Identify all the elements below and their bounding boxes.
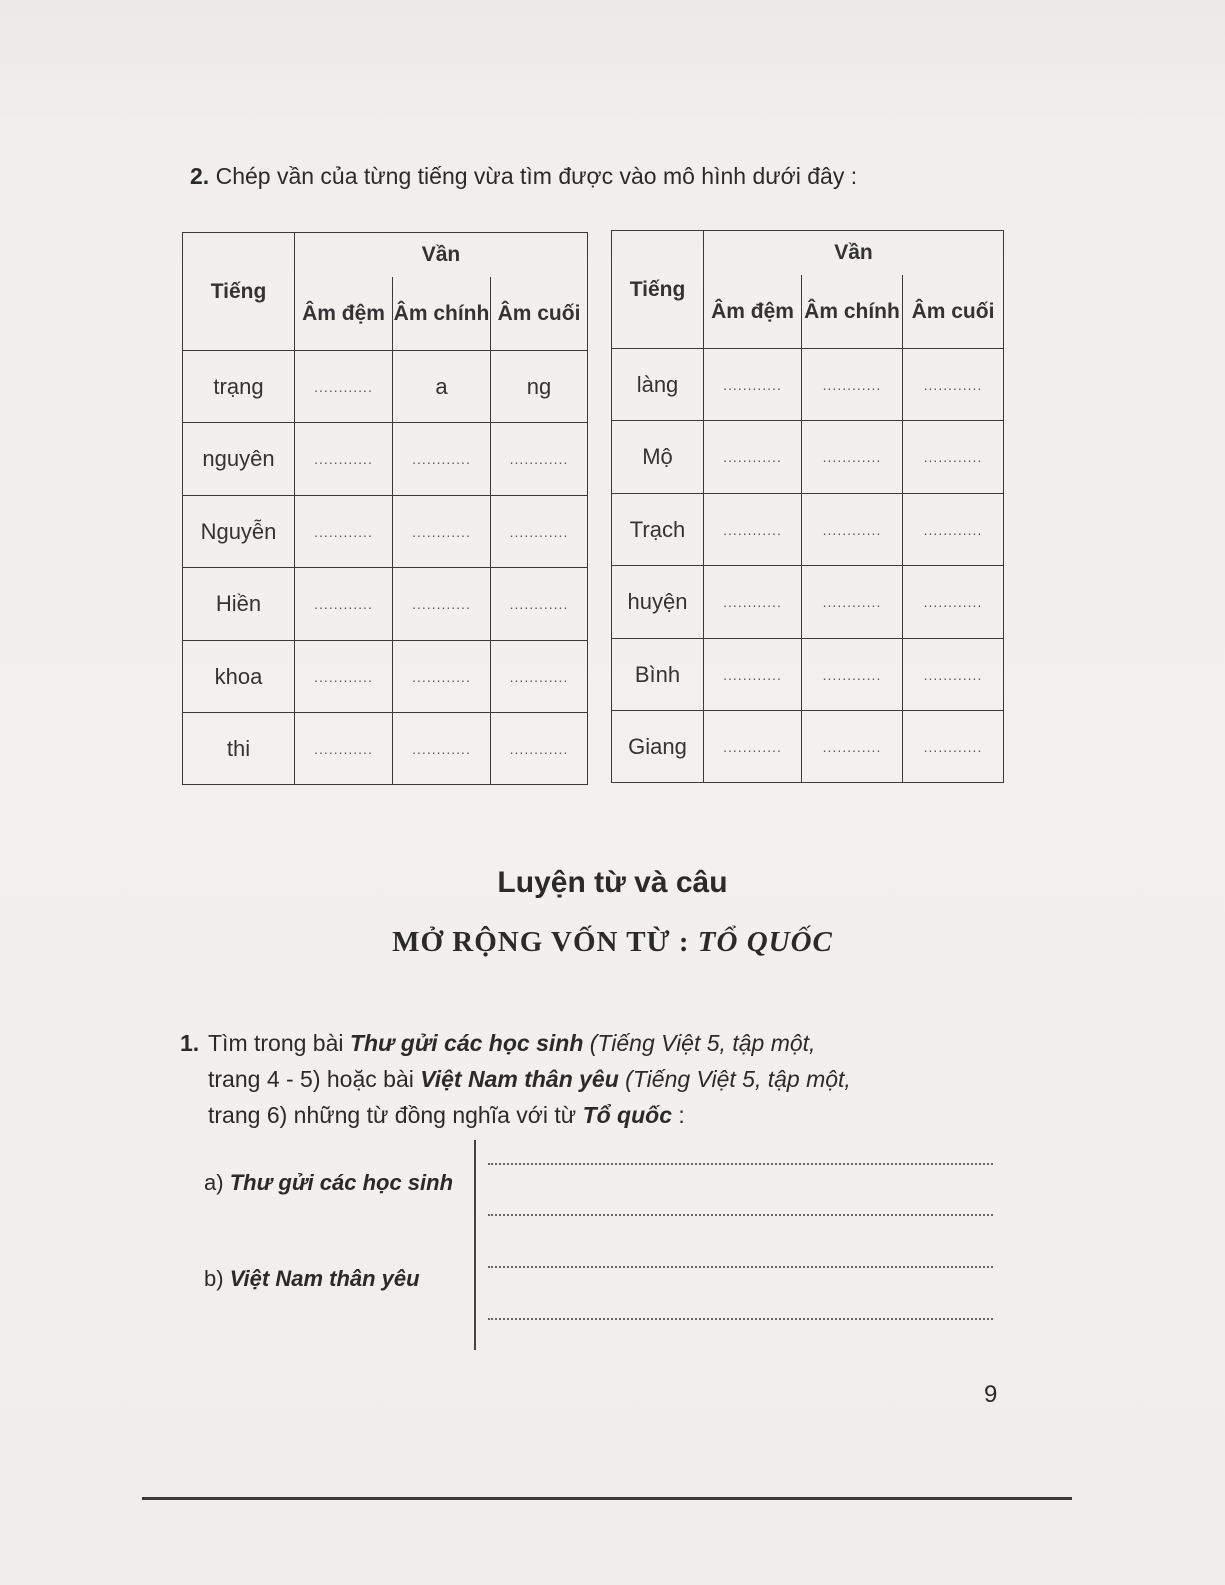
cell-am-chinh[interactable]: ............ — [802, 421, 903, 494]
cell-tieng: Bình — [612, 639, 704, 711]
answer-a-letter: a) — [204, 1170, 230, 1195]
table-row — [183, 351, 588, 423]
cell-am-cuoi[interactable]: ............ — [903, 566, 1004, 639]
section-subtitle-topic: TỔ QUỐC — [697, 926, 833, 958]
q1-line1-b: Thư gửi các học sinh — [349, 1030, 584, 1056]
header-tieng: Tiếng — [612, 231, 704, 349]
cell-am-dem[interactable]: ............ — [704, 566, 802, 639]
answer-line-a1[interactable] — [488, 1163, 993, 1165]
section-title: Luyện từ và câu — [497, 866, 728, 899]
cell-am-chinh[interactable]: ............ — [802, 349, 903, 421]
header-am-cuoi: Âm cuối — [491, 277, 588, 351]
table-row — [183, 713, 588, 785]
q1-line2-a: trang 4 - 5) hoặc bài — [208, 1066, 421, 1092]
cell-tieng: Mộ — [612, 421, 704, 494]
cell-am-dem[interactable]: ............ — [704, 494, 802, 566]
answer-divider — [474, 1140, 476, 1350]
cell-am-cuoi[interactable]: ............ — [903, 639, 1004, 711]
header-am-chinh: Âm chính — [802, 275, 903, 349]
question-2-text: Chép vần của từng tiếng vừa tìm được vào mô hình dưới đây : — [209, 163, 858, 189]
cell-am-dem[interactable]: ............ — [295, 713, 393, 785]
cell-am-dem[interactable]: ............ — [295, 568, 393, 641]
q1-line2-c: (Tiếng Việt 5, tập một, — [618, 1066, 851, 1092]
header-van: Vần — [295, 233, 588, 277]
cell-tieng: trạng — [183, 351, 295, 423]
answer-line-a2[interactable] — [488, 1214, 993, 1216]
cell-am-chinh[interactable]: ............ — [393, 568, 491, 641]
cell-am-dem[interactable]: ............ — [295, 351, 393, 423]
cell-am-dem[interactable]: ............ — [704, 349, 802, 421]
table-row — [612, 639, 1004, 711]
answer-line-b1[interactable] — [488, 1266, 993, 1268]
cell-tieng: thi — [183, 713, 295, 785]
header-tieng: Tiếng — [183, 233, 295, 351]
cell-am-chinh[interactable]: ............ — [393, 713, 491, 785]
q1-line3-c: : — [672, 1102, 685, 1128]
cell-am-chinh[interactable]: ............ — [393, 496, 491, 568]
cell-tieng: làng — [612, 349, 704, 421]
q1-line2-b: Việt Nam thân yêu — [420, 1066, 619, 1092]
cell-am-dem[interactable]: ............ — [295, 641, 393, 713]
cell-am-cuoi[interactable]: ng — [491, 351, 588, 423]
answer-b-label — [204, 1266, 420, 1292]
cell-am-chinh[interactable]: ............ — [802, 566, 903, 639]
answer-b-title: Việt Nam thân yêu — [229, 1266, 420, 1291]
q1-line3-b: Tổ quốc — [582, 1102, 672, 1128]
cell-am-dem[interactable]: ............ — [704, 421, 802, 494]
table-row — [612, 711, 1004, 783]
table-row — [183, 496, 588, 568]
q1-line3-a: trang 6) những từ đồng nghĩa với từ — [208, 1102, 583, 1128]
q1-line1-a: Tìm trong bài — [208, 1030, 350, 1056]
section-subtitle-prefix: MỞ RỘNG VỐN TỪ : — [392, 926, 698, 958]
cell-am-dem[interactable]: ............ — [295, 423, 393, 496]
question-1-number: 1. — [180, 1030, 200, 1056]
cell-am-cuoi[interactable]: ............ — [491, 496, 588, 568]
cell-tieng: nguyên — [183, 423, 295, 496]
answer-b-letter: b) — [204, 1266, 230, 1291]
cell-tieng: khoa — [183, 641, 295, 713]
cell-tieng: Giang — [612, 711, 704, 783]
table-row — [612, 494, 1004, 566]
cell-am-dem[interactable]: ............ — [704, 711, 802, 783]
table-row — [612, 421, 1004, 494]
cell-am-cuoi[interactable]: ............ — [491, 641, 588, 713]
q1-line1-c: (Tiếng Việt 5, tập một, — [583, 1030, 816, 1056]
answer-line-b2[interactable] — [488, 1318, 993, 1320]
cell-am-cuoi[interactable]: ............ — [903, 349, 1004, 421]
header-am-dem: Âm đệm — [704, 275, 802, 349]
header-am-cuoi: Âm cuối — [903, 275, 1004, 349]
cell-am-chinh[interactable]: ............ — [802, 711, 903, 783]
table-row — [612, 566, 1004, 639]
answer-a-title: Thư gửi các học sinh — [229, 1170, 454, 1195]
answer-a-label — [204, 1170, 453, 1196]
table-row — [183, 568, 588, 641]
page-number: 9 — [984, 1381, 998, 1408]
cell-tieng: Hiền — [183, 568, 295, 641]
cell-am-chinh[interactable]: a — [393, 351, 491, 423]
cell-am-dem[interactable]: ............ — [704, 639, 802, 711]
cell-am-cuoi[interactable]: ............ — [903, 711, 1004, 783]
cell-am-chinh[interactable]: ............ — [802, 639, 903, 711]
header-am-dem: Âm đệm — [295, 277, 393, 351]
header-van: Vần — [704, 231, 1004, 275]
question-1 — [180, 1025, 998, 1133]
table-row — [183, 641, 588, 713]
question-2 — [190, 163, 857, 190]
question-2-number: 2. — [190, 163, 210, 189]
cell-am-chinh[interactable]: ............ — [802, 494, 903, 566]
cell-am-cuoi[interactable]: ............ — [903, 494, 1004, 566]
rhyme-model-table-left — [182, 232, 588, 785]
cell-am-chinh[interactable]: ............ — [393, 423, 491, 496]
cell-am-dem[interactable]: ............ — [295, 496, 393, 568]
table-row — [612, 349, 1004, 421]
section-subtitle — [0, 926, 1225, 959]
cell-am-cuoi[interactable]: ............ — [491, 713, 588, 785]
cell-am-cuoi[interactable]: ............ — [903, 421, 1004, 494]
cell-tieng: Nguyễn — [183, 496, 295, 568]
header-am-chinh: Âm chính — [393, 277, 491, 351]
rhyme-model-table-right — [611, 230, 1004, 783]
cell-am-chinh[interactable]: ............ — [393, 641, 491, 713]
cell-am-cuoi[interactable]: ............ — [491, 568, 588, 641]
cell-am-cuoi[interactable]: ............ — [491, 423, 588, 496]
bottom-rule — [142, 1497, 1072, 1500]
cell-tieng: huyện — [612, 566, 704, 639]
table-row — [183, 423, 588, 496]
cell-tieng: Trạch — [612, 494, 704, 566]
